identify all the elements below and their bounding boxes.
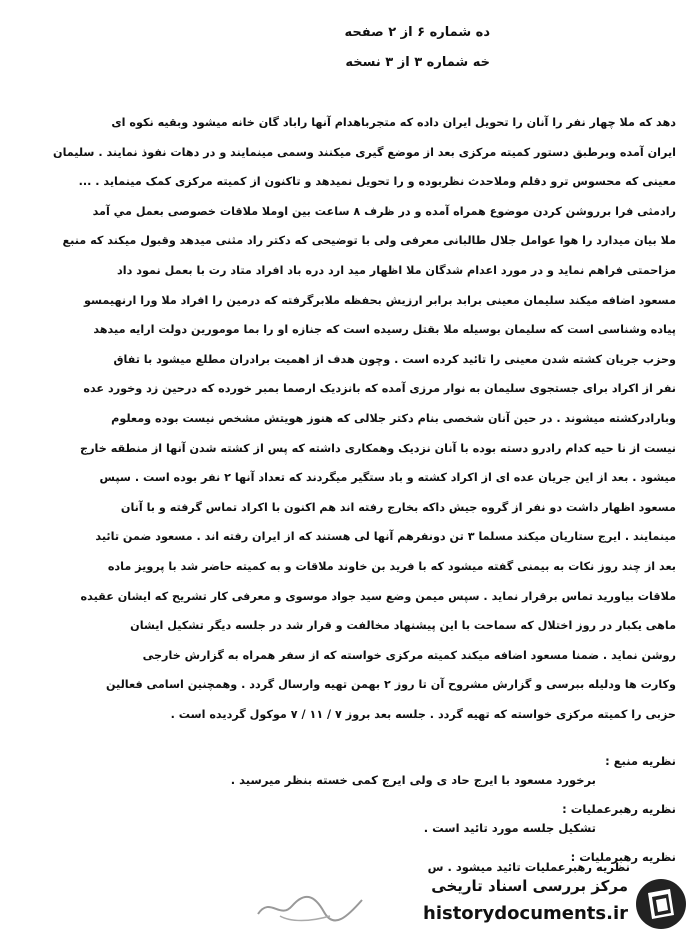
opinion-fields: [120, 752, 676, 876]
body-line: ماهی یکبار در روز اختلال که سماحت با این پیشنهاد مخالفت و قرار شد در جلسه دیگر تشکیل ایشان: [130, 619, 676, 633]
body-line: روشن نماید . ضمنا مسعود اضافه میکند کمیته مرکزی خواسته که از سفر همراه به گزارش خارجی: [142, 648, 676, 662]
body-line: ایران آمده وبرطبق دستور کمیته مرکزی بعد از موضع گیری میکنند وسمی مینمایند و در دهات نفوذ نمایند . سلیمان: [53, 145, 676, 159]
body-line: وبارادرکشته میشوند . در حین آنان شخصی بنام دکتر جلالی که هنوز هویتش مشخص نیست بوده ومعلوم: [111, 411, 676, 425]
watermark-url: historydocuments.ir: [423, 903, 628, 924]
archive-watermark: [402, 873, 692, 935]
body-line: ملاقات بیاورید تماس برقرار نماید . سپس میمن وضع سید جواد موسوی و معرفی کار تشریح که ایشان عقیده: [80, 589, 676, 603]
body-line: وحزب جریان کشته شدن معینی را تائید کرده است . وچون هدف از اهمیت برادران مطلع میشود با تفاق: [113, 352, 676, 366]
body-line: رادمثی فرا برروشن کردن موضوع همراه آمده و در ظرف ۸ ساعت بین اوملا ملاقات خصوصی بعمل مي آمد: [92, 204, 676, 218]
operations-opinion-value: تشکیل جلسه مورد تائید است .: [423, 821, 596, 835]
body-line: میشود . بعد از این جریان عده ای از اکراد کشته و باد ستگیر میگردند که تعداد آنها ۲ نفر بوده است . سپس: [99, 471, 676, 485]
archive-logo-icon: [634, 877, 688, 931]
operations-opinion-label: نظریه رهبرعملیات :: [562, 802, 676, 816]
body-line: مسعود اظهار داشت دو نفر از گروه جیش داکه بخارج رفته اند هم اکنون با اکراد تماس گرفته و با آنان: [120, 500, 676, 514]
watermark-title: مرکز بررسی اسناد تاریخی: [431, 877, 628, 895]
body-line: نیست از نا حیه کدام رادرو دسته بوده با آنان نزدیک وهمکاری داشته که پس از کشته شدن آنها از منطقه خارج: [80, 441, 676, 455]
body-line: مزاحمتی فراهم نماید و در مورد اعدام شدگان ملا اظهار مید ارد دره باد افراد متاد رت با بعمل نمود داد: [117, 263, 676, 277]
body-line: مسعود اضافه میکند سلیمان معینی برابد برابر ارزیش بحفظه ملابرگرفته که درمین را افراد ملا ورا ارنهیمسو: [83, 293, 676, 307]
body-line: نفر از اکراد برای جستجوی سلیمان به نوار مرزی آمده که بانزدیک ارصما بمبر خورده که درحین زد وخورد عده: [83, 382, 676, 396]
document-body: [28, 108, 676, 729]
body-line: مینمایند . ایرج ستاریان میکند مسلما ۳ تن دونفرهم آنها لی هستند که از ایران رفته اند . مسعود ضمن تائید: [95, 530, 676, 544]
leader-opinion-label: نظریه رهبرملیات :: [570, 850, 676, 864]
body-line: پیاده وشناسی است که سلیمان بوسیله ملا بقتل رسیده است که جنازه او را بما مومورین دولت ارایه میدهد: [93, 323, 676, 337]
body-line: بعد از چند روز نکات به بیمنی گفته میشود که با فرید بن خاوند ملاقات و به کمیته حاضر شد با پرویز ماده: [107, 559, 676, 573]
page-number-line: ده شماره ۶ از ۲ صفحه: [344, 25, 490, 40]
body-line: حزبی را کمیته مرکزی خواسته که تهیه گردد . جلسه بعد بروز ۷ / ۱۱ / ۷ موکول گردیده است .: [170, 707, 676, 721]
body-line: ملا بیان میدارد را هوا عوامل جلال طالبانی معرفی ولی با توضیحی که دکتر راد مثنی میدهد وقبول میکند که منبع: [62, 234, 676, 248]
final-approval-line: نظریه رهبرعملیات تائید میشود . س: [427, 860, 630, 874]
source-opinion-value: برخورد مسعود با ایرج حاد ی ولی ایرج کمی خسته بنظر میرسید .: [230, 773, 596, 787]
operations-opinion-field: [120, 800, 676, 838]
body-line: معینی که محسوس ترو دقلم وملاحدث نظربوده و را تحویل نمیدهد و تاکنون از کمیته مرکزی کمک مینماید . ...: [78, 175, 676, 189]
body-line: دهد که ملا چهار نفر را آنان را تحویل ایران داده که متجرباهدام آنها راباد گان خانه میشود وبقیه نکوه ای: [111, 116, 676, 129]
source-opinion-field: [120, 752, 676, 790]
signature-scribble: [250, 886, 370, 926]
body-line: وکارت ها ودلیله ببرسی و گزارش مشروح آن تا روز ۲ بهمن تهیه وارسال گردد . وهمچنین اسامی فعالین: [105, 678, 676, 692]
document-header: [300, 18, 490, 78]
source-opinion-label: نظریه منبع :: [605, 754, 676, 768]
copy-number-line: خه شماره ۳ از ۳ نسخه: [345, 55, 490, 70]
